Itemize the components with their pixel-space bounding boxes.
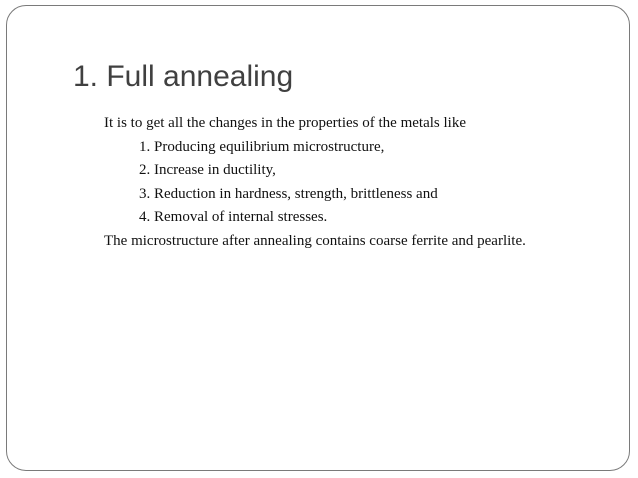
list-item: 1. Producing equilibrium microstructure,	[139, 138, 385, 155]
list-item: 3. Reduction in hardness, strength, brittleness and	[139, 185, 438, 202]
intro-text: It is to get all the changes in the properties of the metals like	[104, 115, 466, 131]
slide-body	[104, 112, 624, 253]
slide-frame	[6, 5, 630, 471]
slide-title: 1. Full annealing	[73, 60, 294, 93]
property-list	[104, 136, 624, 230]
list-item: 2. Increase in ductility,	[139, 162, 276, 178]
list-item: 4. Removal of internal stresses.	[139, 209, 328, 225]
conclusion-text: The microstructure after annealing contains coarse ferrite and pearlite.	[104, 232, 526, 249]
